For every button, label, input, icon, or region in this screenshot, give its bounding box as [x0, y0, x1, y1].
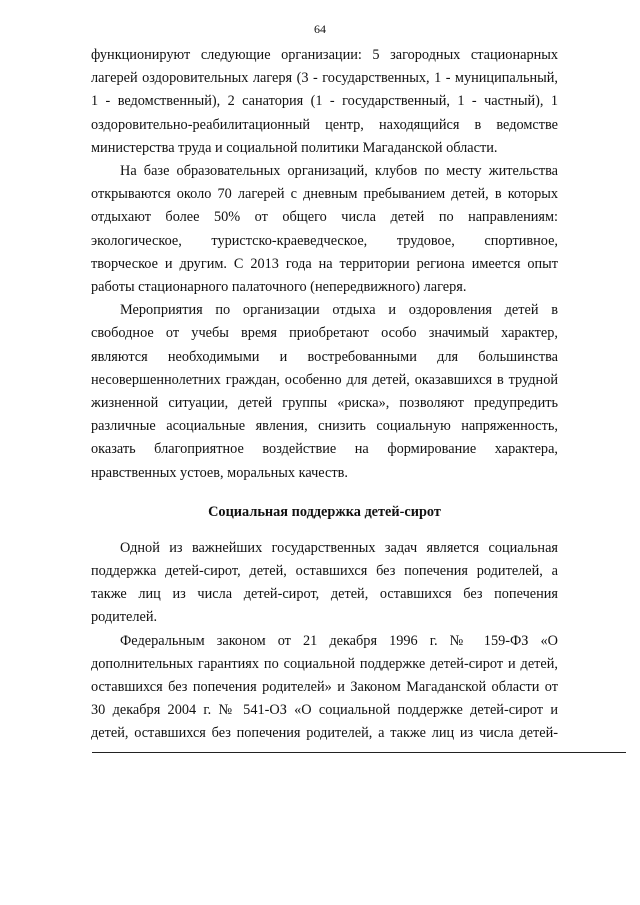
text-line: На базе образовательных организаций, клубов по месту жительства — [120, 163, 558, 180]
page-number: 64 — [314, 22, 326, 36]
text-line: несовершеннолетних граждан, особенно для детей, оказавшихся в трудной — [91, 371, 558, 388]
text-line: 1 - ведомственный), 2 санатория (1 - государственный, 1 - частный), 1 — [91, 93, 558, 110]
paragraph-day-camps — [91, 160, 558, 299]
text-line: различные асоциальные явления, снизить социальную напряженность, — [91, 418, 558, 435]
text-line: дополнительных гарантиях по социальной поддержке детей-сирот и детей, — [91, 655, 558, 672]
text-line: оставшихся без попечения родителей» и Законом Магаданской области от — [91, 679, 558, 696]
text-line: Мероприятия по организации отдыха и оздоровления детей в — [120, 302, 558, 319]
text-line: оздоровительно-реабилитационный центр, находящийся в ведомстве — [91, 116, 558, 133]
footnote-separator — [92, 752, 626, 753]
paragraph-recreation-activities — [91, 299, 558, 485]
text-line: министерства труда и социальной политики Магаданской области. — [91, 139, 498, 156]
text-line: экологическое, туристско-краеведческое, трудовое, спортивное, — [91, 232, 558, 249]
text-line: 30 декабря 2004 г. № 541-ОЗ «О социальной поддержке детей-сирот и — [91, 702, 558, 719]
text-line: оказать благоприятное воздействие на формирование характера, — [91, 441, 558, 458]
text-line: поддержка детей-сирот, детей, оставшихся без попечения родителей, а — [91, 563, 558, 580]
paragraph-federal-law — [91, 630, 558, 746]
paragraph-camps-list — [91, 44, 558, 160]
text-line: функционируют следующие организации: 5 загородных стационарных — [91, 47, 558, 63]
text-line: Федеральным законом от 21 декабря 1996 г. № 159-ФЗ «О — [120, 632, 558, 649]
text-line: открываются около 70 лагерей с дневным пребыванием детей, в которых — [91, 186, 558, 203]
text-line: детей, оставшихся без попечения родителей, а также лиц из числа детей- — [91, 725, 558, 742]
text-line: отдыхают более 50% от общего числа детей по направлениям: — [91, 209, 558, 226]
text-line: жизненной ситуации, детей группы «риска», позволяют предупредить — [91, 395, 558, 412]
text-line: родителей. — [91, 609, 158, 626]
text-line: лагерей оздоровительных лагеря (3 - государственных, 1 - муниципальный, — [91, 70, 558, 87]
section-heading: Социальная поддержка детей-сирот — [208, 503, 441, 520]
document-body — [91, 44, 558, 746]
text-line: Одной из важнейших государственных задач является социальная — [120, 539, 558, 556]
text-line: работы стационарного палаточного (непередвижного) лагеря. — [91, 279, 467, 296]
text-line: нравственных устоев, моральных качеств. — [91, 464, 348, 481]
text-line: также лиц из числа детей-сирот, детей, оставшихся без попечения — [91, 586, 558, 603]
text-line: свободное от учебы время приобретают особо значимый характер, — [91, 325, 558, 342]
paragraph-orphan-support — [91, 537, 558, 630]
text-line: являются необходимыми и востребованными для большинства — [91, 348, 558, 365]
text-line: творческое и другим. С 2013 года на территории региона имеется опыт — [91, 255, 558, 272]
